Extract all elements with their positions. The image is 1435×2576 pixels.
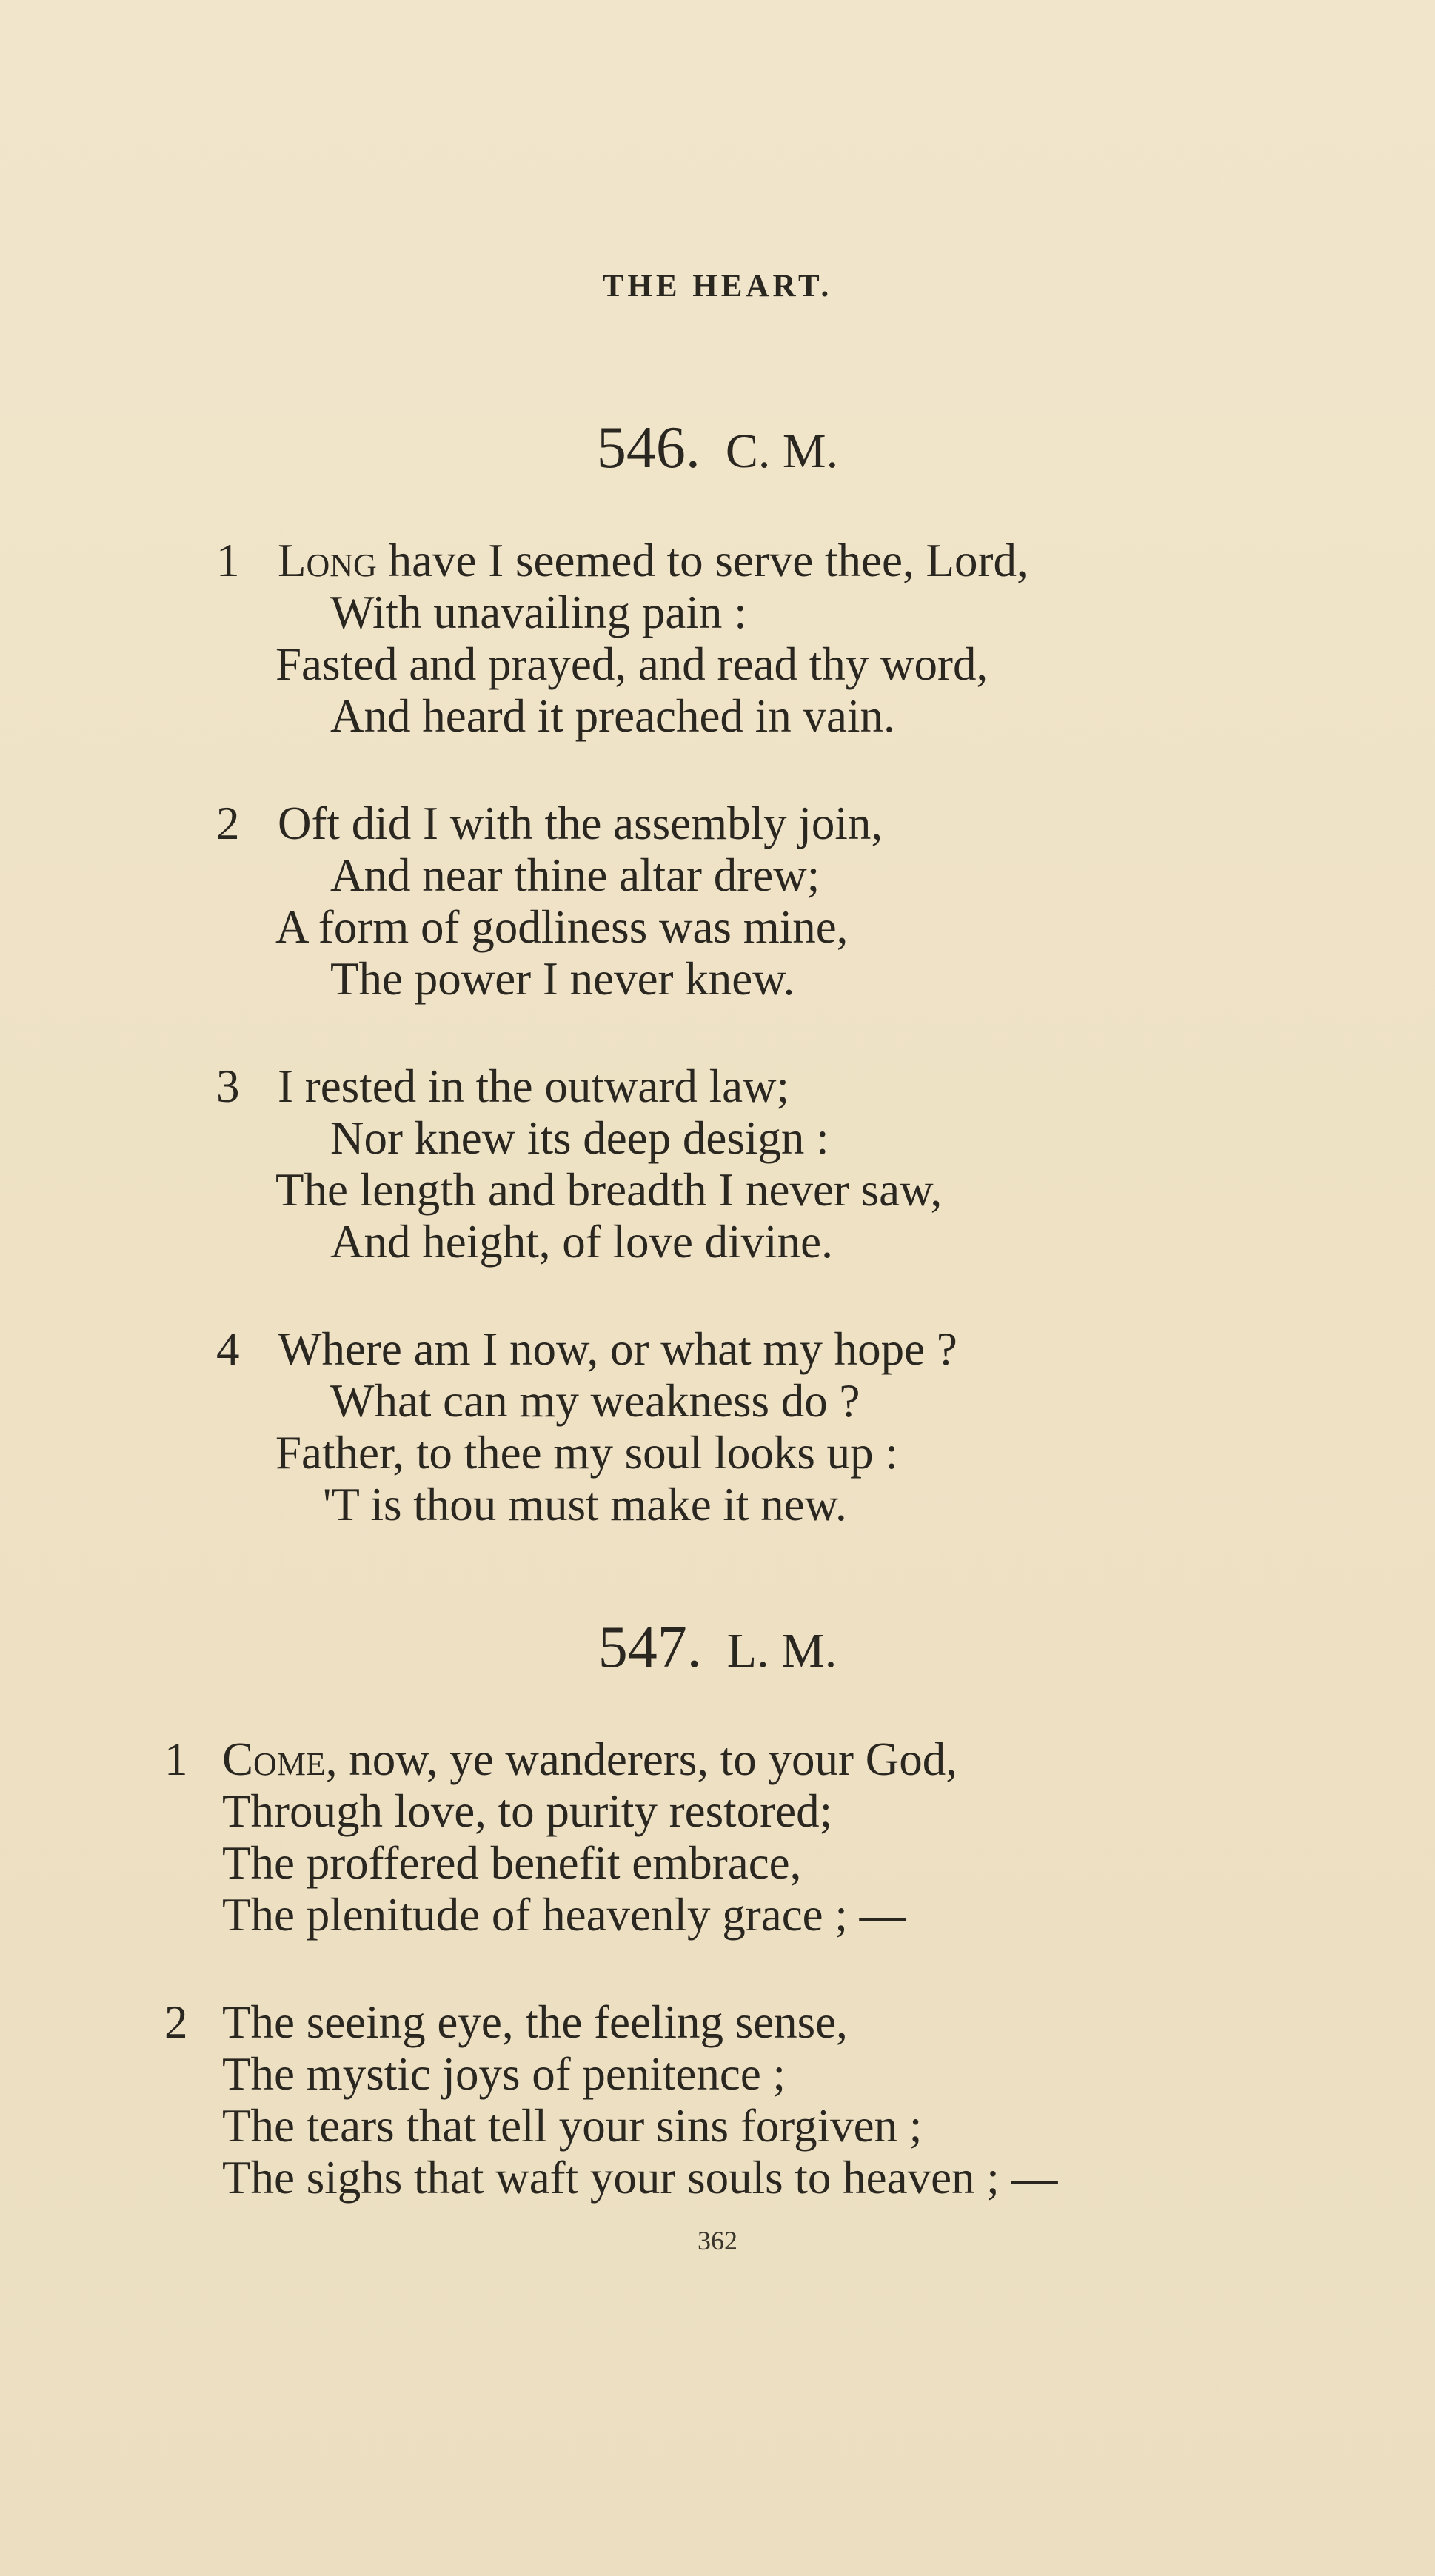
stanza-line: The power I never knew. [330,953,795,1005]
stanza-line: The seeing eye, the feeling sense, [222,1996,848,2048]
page-number: 362 [698,2226,737,2255]
hymn-meter: L. M. [726,1624,837,1678]
stanza-number: 1 [216,535,240,586]
stanza-line: What can my weakness do ? [330,1375,860,1427]
stanza-line: The plenitude of heavenly grace ; — [222,1889,906,1941]
first-word-small-caps: Come [222,1733,326,1785]
stanza-line: The proffered benefit embrace, [222,1837,802,1889]
hymn-547-title [0,1615,1435,1680]
hymn-number: 546. [596,415,700,481]
stanza-line: With unavailing pain : [330,586,747,638]
stanza-line: 'T is thou must make it new. [323,1479,847,1530]
stanza-line: The tears that tell your sins forgiven ; [222,2100,923,2152]
first-word-small-caps: Long [278,535,377,586]
stanza-line: The length and breadth I never saw, [275,1164,943,1216]
stanza-line: And near thine altar drew; [330,849,820,901]
stanza-number: 2 [216,797,240,849]
stanza-line: The sighs that waft your souls to heaven ; — [222,2152,1058,2204]
stanza-number: 4 [216,1323,240,1375]
stanza-number: 3 [216,1060,240,1112]
hymn-number: 547. [598,1615,702,1680]
stanza-line: A form of godliness was mine, [275,901,849,953]
stanza-line [278,535,1028,586]
stanza-line: Through love, to purity restored; [222,1785,833,1837]
hymn-meter: C. M. [725,424,839,478]
stanza-line: Oft did I with the assembly join, [278,797,883,849]
running-head: THE HEART. [602,269,833,304]
stanza-line: Father, to thee my soul looks up : [275,1427,898,1479]
stanza-line: Where am I now, or what my hope ? [278,1323,957,1375]
line-rest: have I seemed to serve thee, Lord, [376,535,1028,586]
stanza-line: And height, of love divine. [330,1216,833,1268]
stanza-line: Nor knew its deep design : [330,1112,829,1164]
stanza-line: Fasted and prayed, and read thy word, [275,638,989,690]
stanza-number: 2 [164,1996,188,2048]
stanza-line: And heard it preached in vain. [330,690,895,742]
hymn-546-title [0,415,1435,481]
stanza-line: The mystic joys of penitence ; [222,2048,786,2100]
stanza-number: 1 [164,1733,188,1785]
line-rest: , now, ye wanderers, to your God, [325,1733,958,1785]
stanza-line [222,1733,958,1785]
stanza-line: I rested in the outward law; [278,1060,790,1112]
